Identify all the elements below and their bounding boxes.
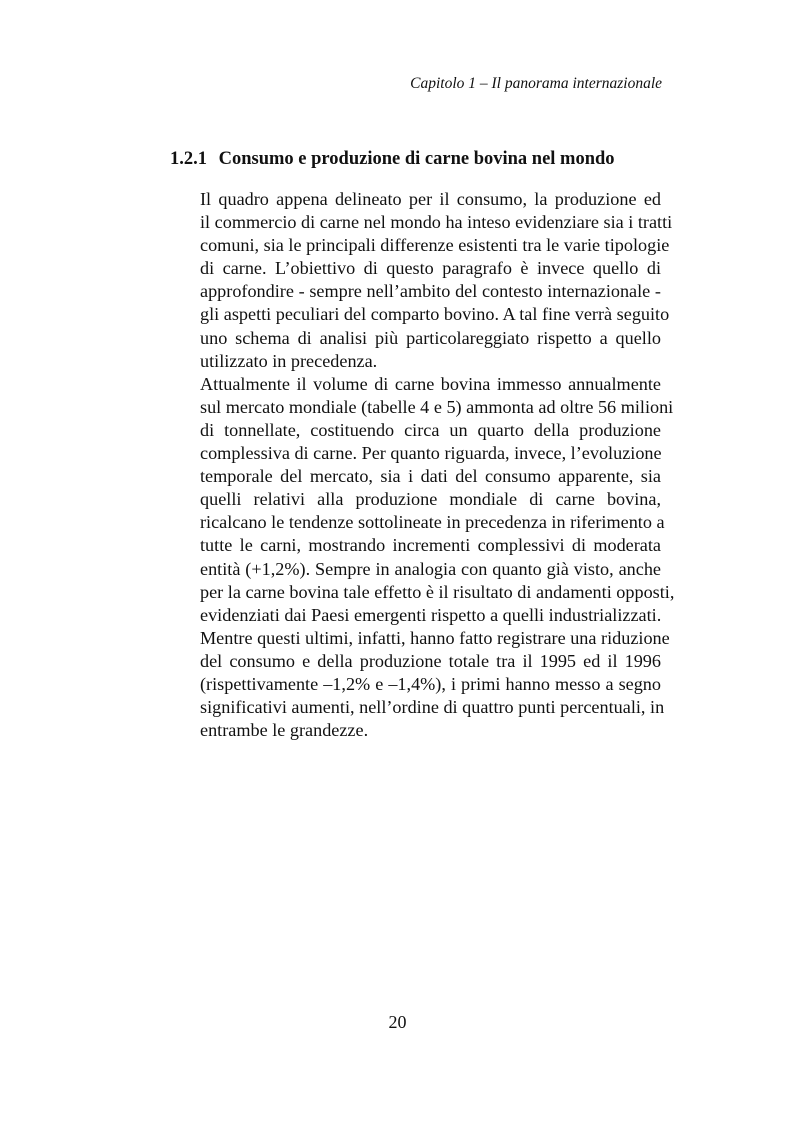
text-line: comuni, sia le principali differenze esistenti tra le varie tipologie	[200, 235, 670, 256]
text-line: (rispettivamente –1,2% e –1,4%), i primi hanno messo a segno	[200, 673, 661, 694]
text-line: temporale del mercato, sia i dati del consumo apparente, sia	[200, 466, 661, 487]
text-line: entrambe le grandezze.	[200, 720, 369, 741]
section-title: Consumo e produzione di carne bovina nel mondo	[218, 149, 615, 169]
text-line: Mentre questi ultimi, infatti, hanno fatto registrare una riduzione	[200, 627, 670, 648]
paragraph	[170, 373, 675, 743]
running-header: Capitolo 1 – Il panorama internazionale	[410, 75, 662, 92]
text-line: Attualmente il volume di carne bovina immesso annualmente	[200, 373, 661, 394]
text-line: tutte le carni, mostrando incrementi complessivi di moderata	[200, 535, 661, 556]
text-line: del consumo e della produzione totale tra il 1995 ed il 1996	[200, 650, 661, 671]
text-line: il commercio di carne nel mondo ha inteso evidenziare sia i tratti	[200, 212, 673, 233]
text-line: utilizzato in precedenza.	[200, 350, 378, 371]
text-line: complessiva di carne. Per quanto riguarda, invece, l’evoluzione	[200, 443, 662, 464]
text-line: per la carne bovina tale effetto è il risultato di andamenti opposti,	[200, 581, 675, 602]
text-line: evidenziati dai Paesi emergenti rispetto a quelli industrializzati.	[200, 604, 662, 625]
text-line: entità (+1,2%). Sempre in analogia con quanto già visto, anche	[200, 558, 661, 579]
text-line: uno schema di analisi più particolareggiato rispetto a quello	[200, 327, 661, 348]
text-line: significativi aumenti, nell’ordine di quattro punti percentuali, in	[200, 697, 665, 718]
text-line: di carne. L’obiettivo di questo paragrafo è invece quello di	[200, 258, 661, 279]
text-line: approfondire - sempre nell’ambito del contesto internazionale -	[200, 281, 661, 302]
text-line: ricalcano le tendenze sottolineate in precedenza in riferimento a	[200, 512, 665, 533]
text-line: di tonnellate, costituendo circa un quarto della produzione	[200, 419, 661, 440]
paragraph	[170, 188, 673, 373]
text-line: gli aspetti peculiari del comparto bovino. A tal fine verrà seguito	[200, 304, 670, 325]
section-heading	[170, 149, 670, 170]
text-line: quelli relativi alla produzione mondiale di carne bovina,	[200, 489, 661, 510]
text-line: sul mercato mondiale (tabelle 4 e 5) ammonta ad oltre 56 milioni	[200, 396, 674, 417]
body-text	[170, 188, 675, 742]
text-line: Il quadro appena delineato per il consumo, la produzione ed	[200, 189, 661, 209]
page-number: 20	[388, 1012, 407, 1032]
section-number: 1.2.1	[170, 149, 207, 169]
